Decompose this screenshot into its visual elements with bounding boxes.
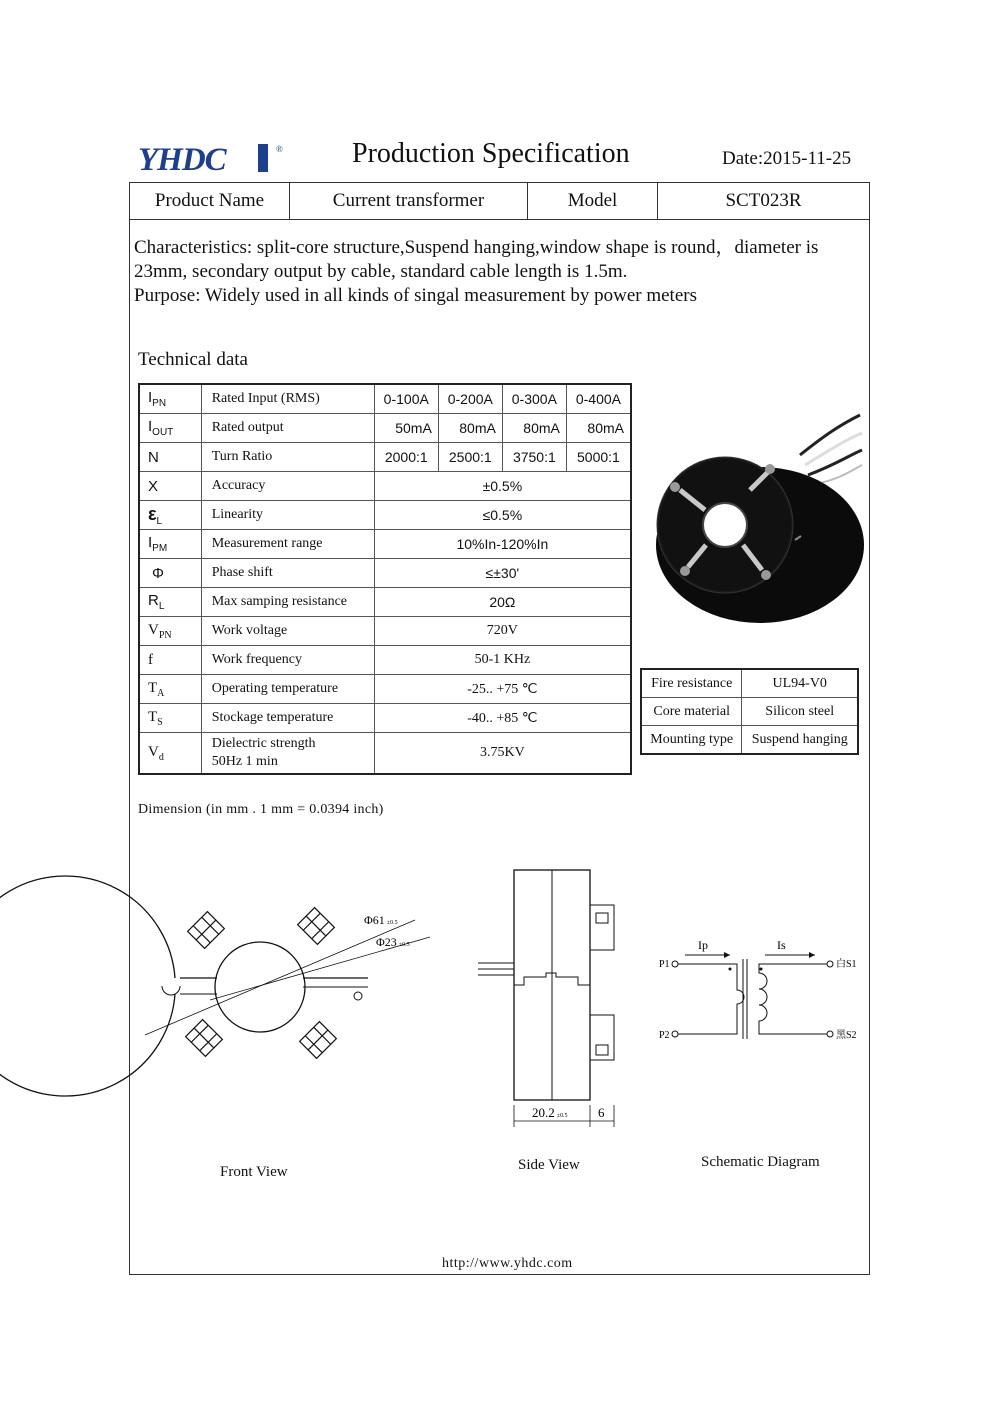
value-cell: 3750:1	[502, 443, 566, 472]
value-cell: 5000:1	[566, 443, 631, 472]
table-row	[139, 733, 631, 775]
footer-url[interactable]: http://www.yhdc.com	[442, 1256, 573, 1271]
table-row	[139, 704, 631, 733]
symbol-cell: N	[139, 443, 201, 472]
ip-label: Ip	[698, 938, 708, 952]
front-view-caption: Front View	[220, 1164, 288, 1180]
purpose-text: Purpose: Widely used in all kinds of singal measurement by power meters	[134, 285, 697, 306]
material-table	[640, 668, 859, 755]
logo-text: YHDC	[138, 142, 226, 178]
table-row	[641, 669, 858, 698]
description	[134, 236, 864, 308]
spec-date: Date:2015-11-25	[722, 148, 852, 169]
value-cell: 0-400A	[566, 384, 631, 414]
model-label: Model	[528, 183, 658, 219]
page-title: Production Specification	[352, 138, 630, 169]
param-name: Max samping resistance	[201, 588, 374, 617]
symbol-cell: $V_{PN}$	[139, 617, 201, 646]
value-cell: 0-200A	[438, 384, 502, 414]
inner-diameter-label: Φ23 ±0.5	[376, 935, 410, 949]
param-name: Rated output	[201, 414, 374, 443]
param-name: Rated Input (RMS)	[201, 384, 374, 414]
table-row	[139, 443, 631, 472]
schematic-drawing	[655, 935, 865, 1045]
param-name: Phase shift	[201, 559, 374, 588]
product-photo	[640, 395, 870, 635]
side-depth-label: 6	[598, 1105, 605, 1120]
value-cell: -40.. +85 ℃	[374, 704, 631, 733]
symbol-cell: $T_A$	[139, 675, 201, 704]
param-name: Operating temperature	[201, 675, 374, 704]
value-cell: 80mA	[566, 414, 631, 443]
value-cell: ≤±30'	[374, 559, 631, 588]
s2-label: 黑S2	[836, 1030, 857, 1041]
is-label: Is	[777, 938, 786, 952]
table-row	[139, 559, 631, 588]
param-name: Work frequency	[201, 646, 374, 675]
svg-text:®: ®	[276, 144, 283, 154]
table-row	[139, 384, 631, 414]
front-view-drawing	[140, 860, 410, 1100]
product-header-row	[129, 182, 870, 220]
material-label: Core material	[641, 698, 742, 726]
symbol-cell: $\varepsilon_L$	[139, 501, 201, 530]
param-name: Measurement range	[201, 530, 374, 559]
material-value: UL94-V0	[742, 669, 858, 698]
value-cell: 3.75KV	[374, 733, 631, 775]
table-row	[139, 617, 631, 646]
material-value: Silicon steel	[742, 698, 858, 726]
p2-label: P2	[659, 1030, 670, 1041]
table-row	[139, 675, 631, 704]
technical-heading: Technical data	[138, 349, 248, 370]
symbol-cell: $R_L$	[139, 588, 201, 617]
side-width-label: 20.2 ±0.5	[532, 1105, 568, 1120]
product-name-label: Product Name	[130, 183, 290, 219]
material-value: Suspend hanging	[742, 726, 858, 755]
symbol-cell: Φ	[139, 559, 201, 588]
value-cell: 0-300A	[502, 384, 566, 414]
product-name-value: Current transformer	[290, 183, 528, 219]
value-cell: 50mA	[374, 414, 438, 443]
param-name: Dielectric strength 50Hz 1 min	[201, 733, 374, 775]
side-view-drawing	[470, 865, 630, 1130]
value-cell: 80mA	[502, 414, 566, 443]
param-name: Accuracy	[201, 472, 374, 501]
param-name: Turn Ratio	[201, 443, 374, 472]
param-name: Stockage temperature	[201, 704, 374, 733]
table-row	[641, 726, 858, 755]
value-cell: ±0.5%	[374, 472, 631, 501]
table-row	[139, 414, 631, 443]
table-row	[139, 588, 631, 617]
value-cell: 10%In-120%In	[374, 530, 631, 559]
symbol-cell: $I_{PN}$	[139, 384, 201, 414]
table-row	[641, 698, 858, 726]
technical-table	[138, 383, 632, 775]
side-view-caption: Side View	[518, 1157, 580, 1173]
symbol-cell: $I_{PM}$	[139, 530, 201, 559]
outer-diameter-label: Φ61 ±0.5	[364, 913, 398, 927]
table-row	[139, 472, 631, 501]
material-label: Mounting type	[641, 726, 742, 755]
value-cell: 20Ω	[374, 588, 631, 617]
brand-logo	[138, 140, 288, 176]
param-name: Work voltage	[201, 617, 374, 646]
s1-label: 白S1	[836, 959, 857, 970]
symbol-cell: $V_d$	[139, 733, 201, 775]
table-row	[139, 530, 631, 559]
schematic-caption: Schematic Diagram	[701, 1154, 820, 1170]
value-cell: 50-1 KHz	[374, 646, 631, 675]
value-cell: 0-100A	[374, 384, 438, 414]
symbol-cell: X	[139, 472, 201, 501]
value-cell: -25.. +75 ℃	[374, 675, 631, 704]
p1-label: P1	[659, 959, 670, 970]
value-cell: 720V	[374, 617, 631, 646]
value-cell: 2500:1	[438, 443, 502, 472]
dimension-note: Dimension (in mm . 1 mm = 0.0394 inch)	[138, 802, 384, 817]
characteristics-text: Characteristics: split-core structure,Suspend hanging,window shape is round，diameter is 23mm, secondary output by cable, standard cable length is 1.5m.	[134, 237, 819, 282]
value-cell: 80mA	[438, 414, 502, 443]
param-name: Linearity	[201, 501, 374, 530]
table-row	[139, 646, 631, 675]
value-cell: 2000:1	[374, 443, 438, 472]
symbol-cell: $T_S$	[139, 704, 201, 733]
table-row	[139, 501, 631, 530]
value-cell: ≤0.5%	[374, 501, 631, 530]
model-value: SCT023R	[725, 190, 802, 211]
symbol-cell: $I_{OUT}$	[139, 414, 201, 443]
material-label: Fire resistance	[641, 669, 742, 698]
symbol-cell: f	[139, 646, 201, 675]
